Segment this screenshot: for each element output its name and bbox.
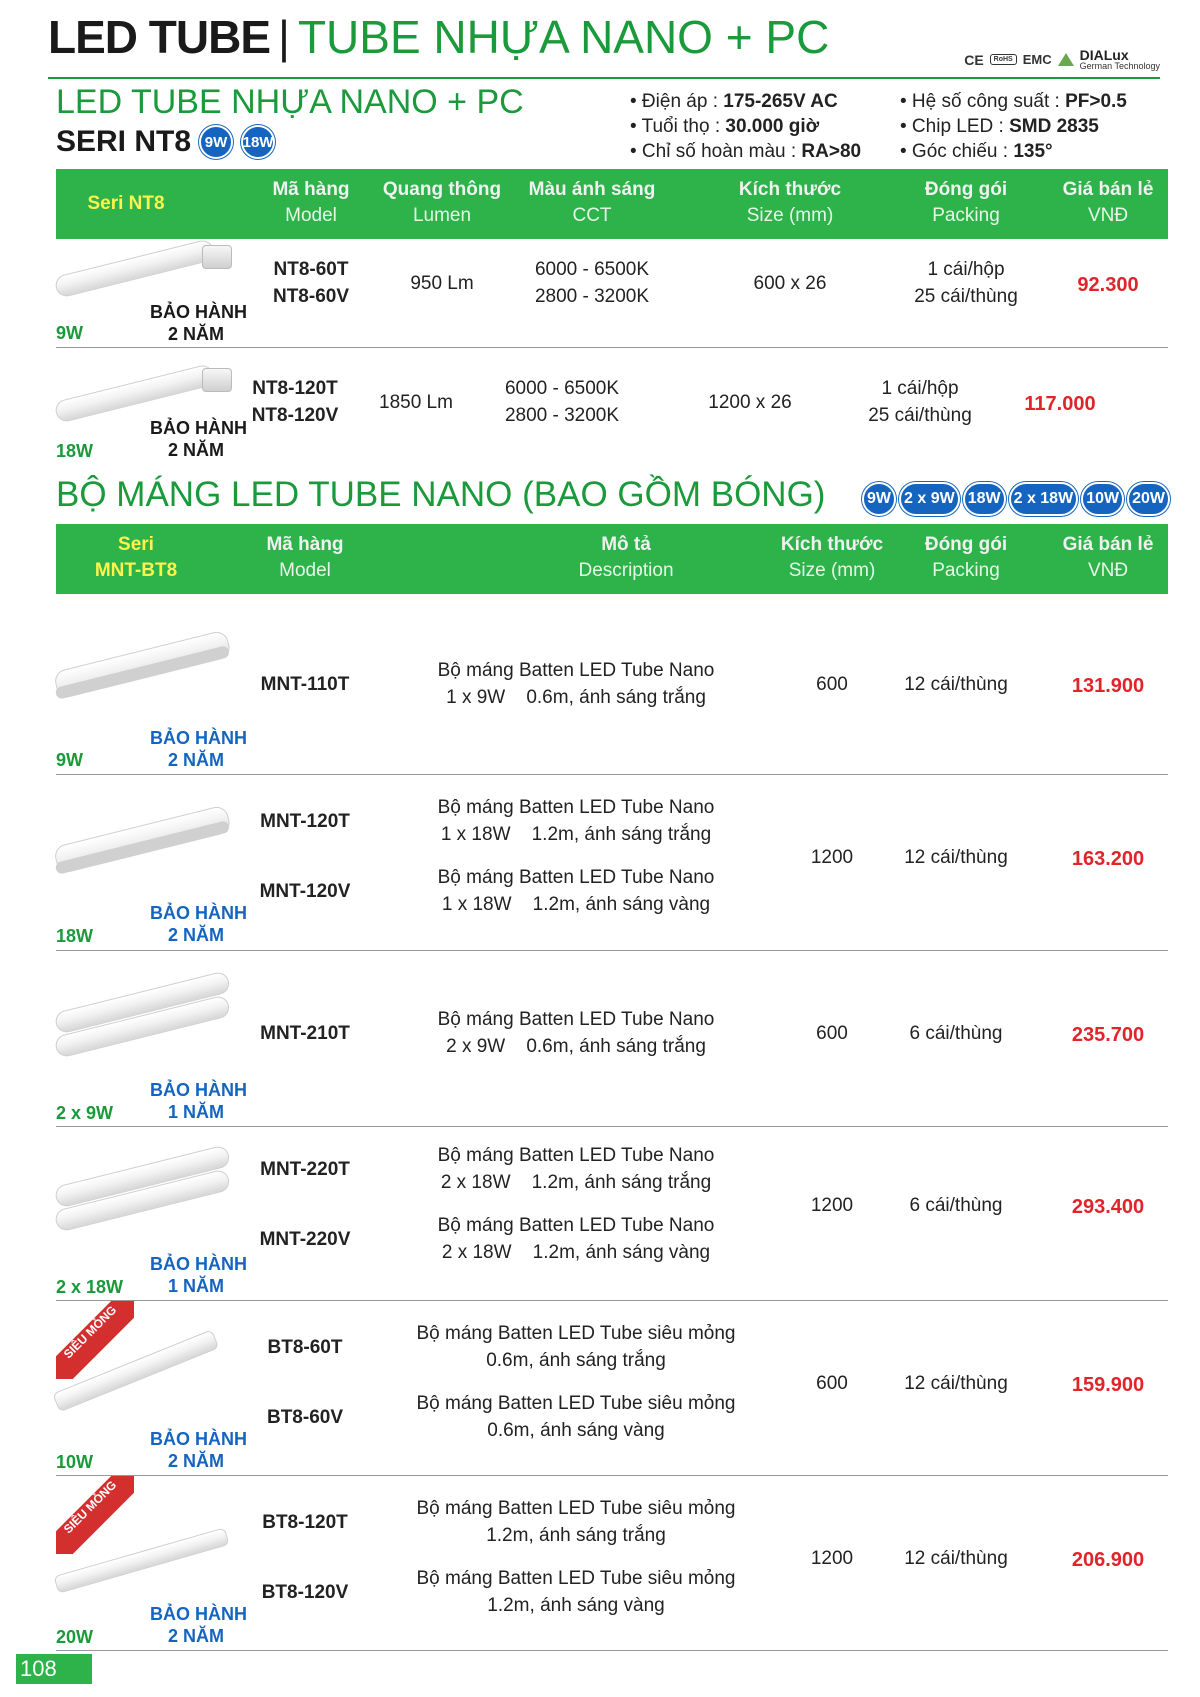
spec-power-factor <box>900 91 1127 113</box>
watt-label: 20W <box>56 1627 94 1647</box>
table2-header <box>56 524 1168 594</box>
size-value: 1200 x 26 <box>708 392 792 413</box>
model-code: MNT-220V <box>259 1229 351 1250</box>
desc-line: 1 x 18W 1.2m, ánh sáng trắng <box>440 823 712 845</box>
price-value: 235.700 <box>1071 1024 1145 1046</box>
header-title-green: TUBE NHỰA NANO + PC <box>297 11 830 63</box>
warranty-line: 2 NĂM <box>167 1625 224 1646</box>
watt-badge: 18W <box>963 482 1006 516</box>
product-image <box>56 626 232 726</box>
desc-line: Bộ máng Batten LED Tube siêu mỏng <box>416 1323 736 1344</box>
col-lumen-en: Lumen <box>412 204 472 226</box>
desc-line: 1.2m, ánh sáng trắng <box>486 1524 666 1546</box>
watt-badge: 2 x 9W <box>899 482 960 516</box>
col-packing <box>896 177 1036 228</box>
description <box>396 865 756 918</box>
desc-line: 2 x 9W 0.6m, ánh sáng trắng <box>446 1035 706 1057</box>
col-cct-vi: Màu ánh sáng <box>528 179 656 200</box>
col-price-en: VNĐ <box>1087 559 1129 581</box>
packing-value: 12 cái/thùng <box>904 674 1008 695</box>
col-cct <box>502 177 682 228</box>
description <box>396 1007 756 1060</box>
dialux-subtitle: German Technology <box>1079 61 1160 71</box>
watt-label: 2 x 18W <box>56 1277 124 1297</box>
desc-line: 0.6m, ánh sáng vàng <box>487 1419 665 1441</box>
packing-value <box>896 257 1036 310</box>
model-code: MNT-120V <box>259 881 351 902</box>
model-code: MNT-110T <box>260 674 350 695</box>
table-row <box>0 239 1200 347</box>
warranty-line: BẢO HÀNH <box>150 1254 247 1274</box>
desc-line: 1.2m, ánh sáng vàng <box>487 1594 665 1616</box>
price-value: 293.400 <box>1071 1196 1145 1218</box>
price-value: 163.200 <box>1071 848 1145 870</box>
ce-logo: CE <box>964 51 984 68</box>
col-model-en: Model <box>279 559 331 581</box>
spec-value: PF>0.5 <box>1065 91 1127 112</box>
section2-title: BỘ MÁNG LED TUBE NANO (BAO GỒM BÓNG) <box>56 475 826 514</box>
watt-badge: 10W <box>1081 482 1124 516</box>
warranty-label <box>150 903 247 946</box>
warranty-line: BẢO HÀNH <box>150 1604 247 1624</box>
warranty-line: BẢO HÀNH <box>150 302 247 322</box>
product-image <box>56 971 232 1081</box>
section1-seri <box>56 125 275 159</box>
description <box>396 795 756 848</box>
desc-line: Bộ máng Batten LED Tube Nano <box>437 1215 715 1236</box>
warranty-line: 1 NĂM <box>167 1101 224 1122</box>
pack-line: 1 cái/hộp <box>881 378 959 399</box>
product-image <box>56 1341 232 1441</box>
model-code: BT8-120V <box>261 1582 349 1603</box>
watt-label: 9W <box>56 750 83 770</box>
col-size-en: Size (mm) <box>746 204 834 226</box>
col-seri: Seri NT8 <box>87 193 165 214</box>
packing-value: 6 cái/thùng <box>909 1195 1003 1216</box>
col-cct-en: CCT <box>572 204 612 226</box>
pack-line: 1 cái/hộp <box>927 259 1005 280</box>
spec-label: • Chip LED : <box>900 116 1010 137</box>
table-row <box>0 1476 1200 1650</box>
warranty-label <box>150 1604 247 1647</box>
size-value: 1200 <box>810 1195 854 1216</box>
warranty-label <box>150 728 247 771</box>
desc-line: Bộ máng Batten LED Tube Nano <box>437 867 715 888</box>
page-number: 108 <box>16 1654 92 1684</box>
col-desc-en: Description <box>578 559 674 581</box>
size-value: 600 <box>816 674 848 695</box>
size-value: 600 <box>816 1023 848 1044</box>
ribbon-text: SIÊU MỎNG <box>56 1301 134 1379</box>
model-code: NT8-60V <box>272 285 350 307</box>
desc-line: 1 x 18W 1.2m, ánh sáng vàng <box>441 893 711 915</box>
table-row <box>0 1127 1200 1300</box>
col-model-vi: Mã hàng <box>272 179 350 200</box>
price-value: 159.900 <box>1071 1374 1145 1396</box>
cct-values <box>502 257 682 310</box>
packing-value: 12 cái/thùng <box>904 847 1008 868</box>
desc-line: 0.6m, ánh sáng trắng <box>486 1349 666 1371</box>
description <box>396 1566 756 1619</box>
emc-logo: EMC <box>1022 52 1052 67</box>
warranty-label <box>150 1080 247 1123</box>
header-title-bold: LED TUBE <box>48 11 270 63</box>
watt-label: 10W <box>56 1452 94 1472</box>
model-code: MNT-210T <box>260 1023 350 1044</box>
warranty-label <box>150 1429 247 1472</box>
warranty-line: 2 NĂM <box>167 323 224 344</box>
page-header-title <box>48 11 830 63</box>
desc-line: Bộ máng Batten LED Tube Nano <box>437 797 715 818</box>
dialux-name: DIALux <box>1079 47 1129 63</box>
spec-voltage <box>630 91 838 113</box>
model-code: NT8-120T <box>252 378 338 399</box>
desc-line: Bộ máng Batten LED Tube Nano <box>437 1145 715 1166</box>
watt-badge: 2 x 18W <box>1009 482 1079 516</box>
col-size-en: Size (mm) <box>788 559 876 581</box>
table-row <box>0 775 1200 950</box>
cct-values <box>472 376 652 429</box>
row-divider <box>56 1650 1168 1651</box>
description <box>396 1391 756 1444</box>
product-image <box>56 1147 232 1257</box>
col-model <box>230 532 380 583</box>
packing-value <box>850 376 990 429</box>
spec-chip <box>900 116 1099 138</box>
spec-beam-angle <box>900 141 1053 163</box>
price-value: 92.300 <box>1077 274 1139 296</box>
col-pack-vi: Đóng gói <box>924 534 1008 555</box>
col-model-en: Model <box>285 204 337 226</box>
col-price-en: VNĐ <box>1087 204 1129 226</box>
model-code: BT8-60T <box>267 1337 343 1358</box>
col-seri-line: Seri <box>118 534 154 555</box>
watt-label: 9W <box>56 323 83 343</box>
col-seri <box>56 532 216 583</box>
col-price-vi: Giá bán lẻ <box>1062 179 1154 200</box>
ribbon-text: SIÊU MỎNG <box>56 1476 134 1554</box>
description <box>396 1496 756 1549</box>
col-model-vi: Mã hàng <box>266 534 344 555</box>
spec-label: • Chỉ số hoàn màu : <box>630 141 802 162</box>
packing-value: 12 cái/thùng <box>904 1373 1008 1394</box>
packing-value: 12 cái/thùng <box>904 1548 1008 1569</box>
description <box>396 1213 756 1266</box>
size-value: 600 <box>816 1373 848 1394</box>
spec-value: RA>80 <box>801 141 862 162</box>
spec-label: • Điện áp : <box>630 91 724 112</box>
spec-value: 135° <box>1013 141 1053 162</box>
desc-line: 1 x 9W 0.6m, ánh sáng trắng <box>446 686 706 708</box>
warranty-label <box>150 1254 247 1297</box>
table-row <box>0 1301 1200 1475</box>
section1-title: LED TUBE NHỰA NANO + PC <box>56 83 524 121</box>
description <box>396 1143 756 1196</box>
seri-name: SERI NT8 <box>56 125 192 158</box>
col-price <box>1038 532 1178 583</box>
lumen-value: 1850 Lm <box>379 392 453 413</box>
model-code: BT8-120T <box>262 1512 348 1533</box>
warranty-line: BẢO HÀNH <box>150 728 247 748</box>
rohs-logo: RoHS <box>990 54 1017 65</box>
desc-line: Bộ máng Batten LED Tube siêu mỏng <box>416 1393 736 1414</box>
dialux-triangle-icon <box>1058 53 1074 66</box>
table-row <box>0 951 1200 1126</box>
row-divider <box>56 347 1168 348</box>
desc-line: Bộ máng Batten LED Tube siêu mỏng <box>416 1498 736 1519</box>
watt-badge: 9W <box>199 125 233 159</box>
col-pack-vi: Đóng gói <box>924 179 1008 200</box>
price-value: 206.900 <box>1071 1549 1145 1571</box>
watt-badge: 18W <box>241 125 275 159</box>
col-seri-line: MNT-BT8 <box>94 559 178 581</box>
desc-line: 2 x 18W 1.2m, ánh sáng vàng <box>441 1241 711 1263</box>
warranty-line: BẢO HÀNH <box>150 903 247 923</box>
table-row <box>0 594 1200 774</box>
cct-value: 6000 - 6500K <box>504 378 620 399</box>
description <box>396 658 756 711</box>
description <box>396 1321 756 1374</box>
watt-label: 18W <box>56 441 94 461</box>
watt-badge: 20W <box>1127 482 1170 516</box>
warranty-line: BẢO HÀNH <box>150 1080 247 1100</box>
cct-value: 6000 - 6500K <box>534 259 650 280</box>
table-row <box>0 352 1200 464</box>
watt-label: 18W <box>56 926 94 946</box>
pack-line: 25 cái/thùng <box>868 404 972 426</box>
col-size-vi: Kích thước <box>738 179 842 200</box>
lumen-value: 950 Lm <box>410 273 474 294</box>
model-code: NT8-120V <box>251 404 339 426</box>
col-price <box>1038 177 1178 228</box>
col-pack-en: Packing <box>932 204 1000 226</box>
spec-lifetime <box>630 116 819 138</box>
warranty-line: BẢO HÀNH <box>150 418 247 438</box>
col-pack-en: Packing <box>932 559 1000 581</box>
warranty-line: 1 NĂM <box>167 1275 224 1296</box>
pack-line: 25 cái/thùng <box>914 285 1018 307</box>
header-title-separator: | <box>278 11 290 63</box>
watt-label: 2 x 9W <box>56 1103 114 1123</box>
col-size-vi: Kích thước <box>780 534 884 555</box>
col-description <box>476 532 776 583</box>
desc-line: Bộ máng Batten LED Tube Nano <box>437 660 715 681</box>
col-size <box>752 532 912 583</box>
warranty-line: BẢO HÀNH <box>150 1429 247 1449</box>
spec-value: 30.000 giờ <box>725 116 820 137</box>
watt-badge: 9W <box>862 482 896 516</box>
size-value: 600 x 26 <box>753 273 827 294</box>
dialux-logo <box>1080 48 1160 71</box>
model-code: MNT-220T <box>260 1159 350 1180</box>
spec-value: SMD 2835 <box>1009 116 1099 137</box>
desc-line: Bộ máng Batten LED Tube Nano <box>437 1009 715 1030</box>
warranty-line: 2 NĂM <box>167 1450 224 1471</box>
price-value: 131.900 <box>1071 675 1145 697</box>
model-code: NT8-60T <box>273 259 349 280</box>
title-divider <box>48 77 1160 79</box>
col-packing <box>896 532 1036 583</box>
col-lumen-vi: Quang thông <box>382 179 502 200</box>
warranty-line: 2 NĂM <box>167 439 224 460</box>
warranty-line: 2 NĂM <box>167 749 224 770</box>
col-size <box>710 177 870 228</box>
cct-value: 2800 - 3200K <box>534 285 650 307</box>
warranty-line: 2 NĂM <box>167 924 224 945</box>
spec-label: • Tuổi thọ : <box>630 116 726 137</box>
product-image <box>56 803 232 903</box>
size-value: 1200 <box>810 847 854 868</box>
spec-cri <box>630 141 861 163</box>
warranty-label <box>150 302 247 345</box>
packing-value: 6 cái/thùng <box>909 1023 1003 1044</box>
model-code: BT8-60V <box>266 1407 344 1428</box>
price-value: 117.000 <box>1024 393 1096 415</box>
model-code: MNT-120T <box>260 811 350 832</box>
section2-watt-badges <box>862 482 1170 516</box>
table1-header <box>56 169 1168 239</box>
col-desc-vi: Mô tả <box>601 534 651 555</box>
spec-value: 175-265V AC <box>723 91 838 112</box>
spec-label: • Góc chiếu : <box>900 141 1014 162</box>
desc-line: Bộ máng Batten LED Tube siêu mỏng <box>416 1568 736 1589</box>
desc-line: 2 x 18W 1.2m, ánh sáng trắng <box>440 1171 712 1193</box>
cct-value: 2800 - 3200K <box>504 404 620 426</box>
spec-label: • Hệ số công suất : <box>900 91 1066 112</box>
col-price-vi: Giá bán lẻ <box>1062 534 1154 555</box>
certification-logos <box>964 48 1160 71</box>
size-value: 1200 <box>810 1548 854 1569</box>
